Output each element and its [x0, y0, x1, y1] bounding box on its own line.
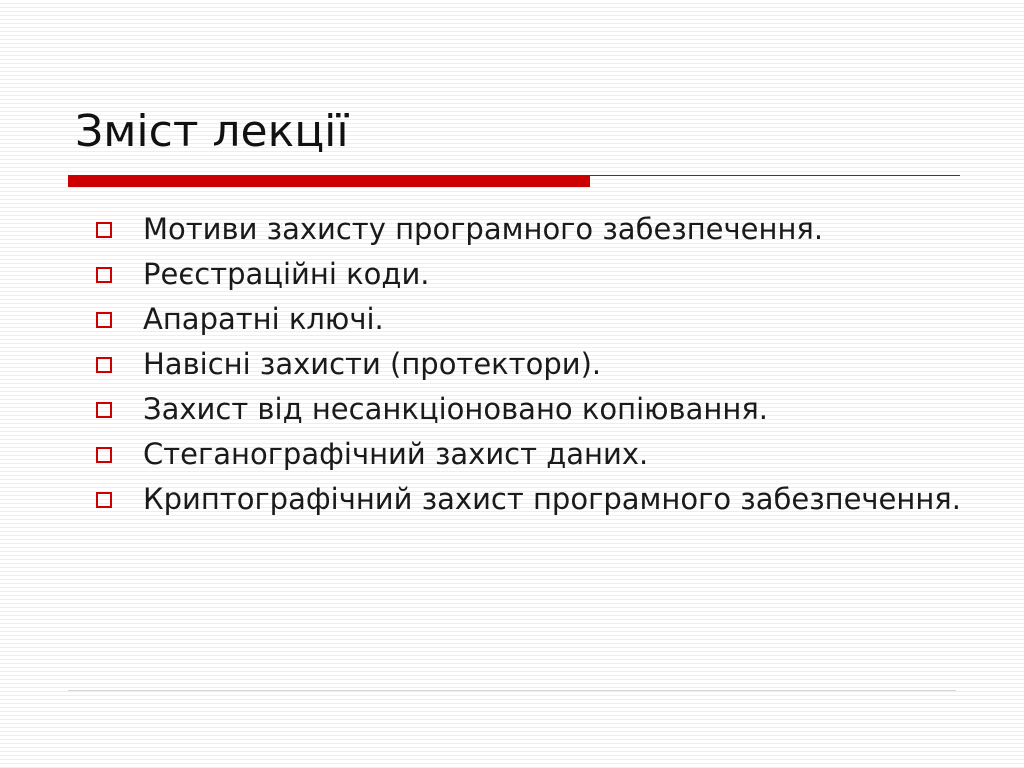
list-item [88, 345, 968, 384]
list-item-text: Навісні захисти (протектори). [143, 347, 602, 381]
list-item-text: Стеганографічний захист даних. [143, 437, 649, 471]
hollow-square-icon [96, 402, 112, 418]
title-underline-accent [68, 175, 590, 187]
hollow-square-icon [96, 312, 112, 328]
list-item [88, 300, 968, 339]
list-item [88, 390, 968, 429]
footer-divider [68, 690, 956, 691]
hollow-square-icon [96, 267, 112, 283]
list-item-text: Захист від несанкціоновано копіювання. [143, 392, 769, 426]
hollow-square-icon [96, 357, 112, 373]
slide-title: Зміст лекції [75, 106, 349, 157]
hollow-square-icon [96, 492, 112, 508]
list-item-text: Мотиви захисту програмного забезпечення. [143, 212, 824, 246]
list-item-text: Реєстраційні коди. [143, 257, 430, 291]
list-item [88, 255, 968, 294]
list-item-text: Апаратні ключі. [143, 302, 384, 336]
hollow-square-icon [96, 447, 112, 463]
list-item [88, 210, 968, 249]
list-item-text: Криптографічний захист програмного забезпечення. [143, 482, 961, 516]
bullet-list [88, 210, 968, 525]
title-underline-line [590, 175, 960, 176]
list-item [88, 480, 968, 519]
hollow-square-icon [96, 222, 112, 238]
list-item [88, 435, 968, 474]
